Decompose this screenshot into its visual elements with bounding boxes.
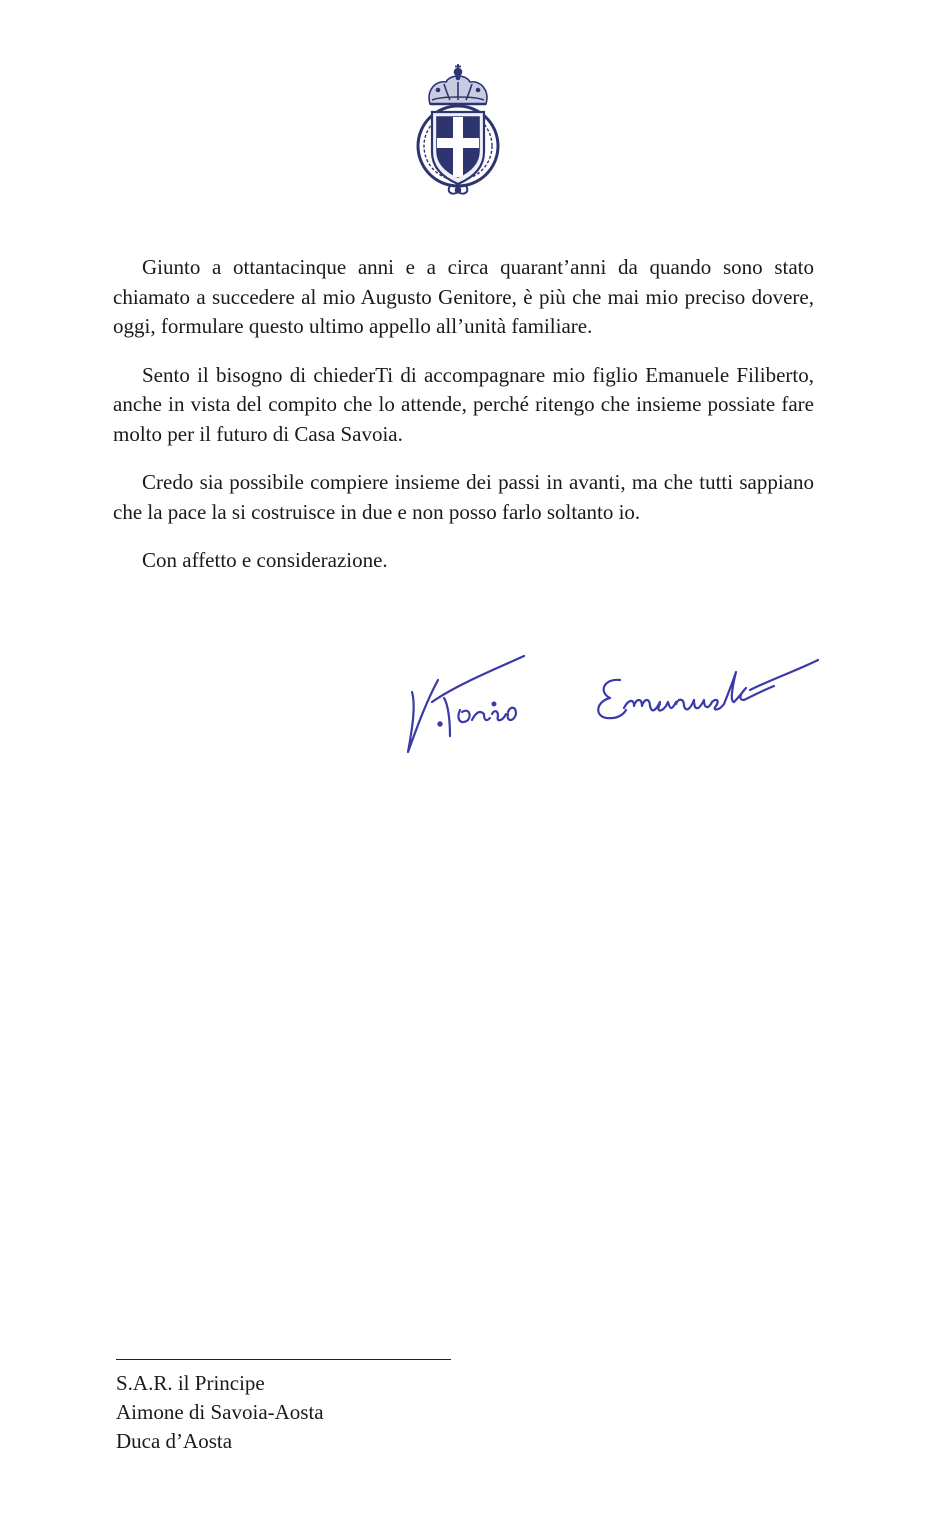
closing-line: Con affetto e considerazione.	[142, 548, 388, 572]
recipient-divider	[116, 1359, 451, 1360]
savoy-crest-icon	[412, 60, 504, 200]
paragraph-3: Credo sia possibile compiere insieme dei passi in avanti, ma che tutti sappiano che la pace la si costruisce in due e non posso farlo soltanto io.	[113, 470, 814, 524]
paragraph-2: Sento il bisogno di chiederTi di accompagnare mio figlio Emanuele Filiberto, anche in vista del compito che lo attende, perché ritengo che insieme possiate fare molto per il futuro di Casa Savoia.	[113, 362, 814, 446]
recipient-name: Aimone di Savoia-Aosta	[116, 1400, 324, 1424]
recipient-rank: Duca d’Aosta	[116, 1429, 233, 1453]
paragraph-1: Giunto a ottantacinque anni e a circa quarant’anni da quando sono stato chiamato a succedere al mio Augusto Genitore, è più che mai mio preciso dovere, oggi, formulare questo ultimo appello all’unità familiare.	[113, 255, 814, 338]
recipient-title: S.A.R. il Principe	[116, 1371, 265, 1395]
recipient-block	[116, 1369, 324, 1456]
handwritten-signature	[398, 640, 828, 770]
letter-body	[113, 253, 814, 576]
